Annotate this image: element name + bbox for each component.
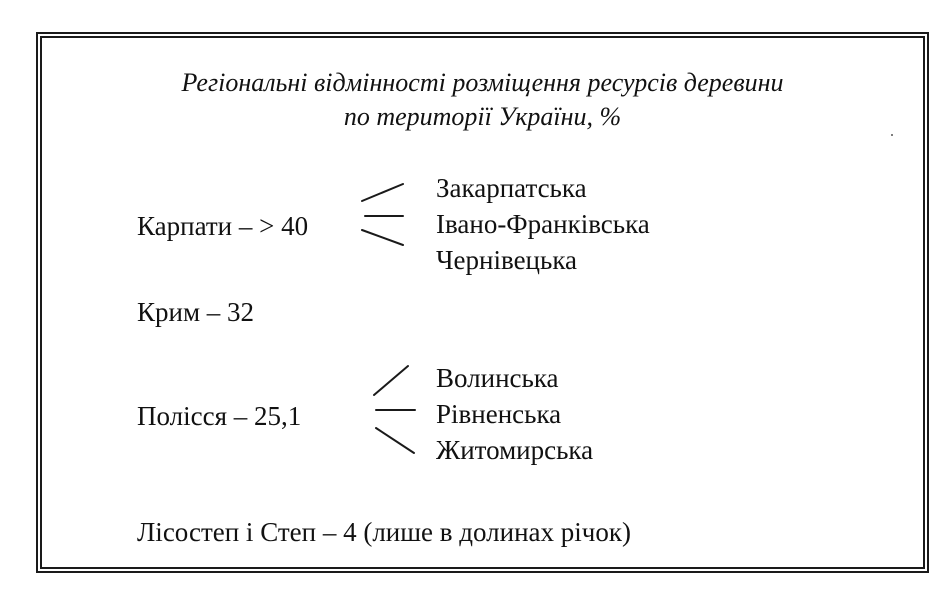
scan-speck xyxy=(891,134,893,136)
crimea-label: Крим – 32 xyxy=(137,297,255,327)
region-rivnenska: Рівненська xyxy=(436,399,562,429)
connector-carpathians-zakarpatska xyxy=(362,184,403,201)
carpathians-label: Карпати – > 40 xyxy=(137,211,309,241)
title-line-2: по території України, % xyxy=(343,102,622,131)
title-line-1: Регіональні відмінності розміщення ресурсів деревини xyxy=(181,68,784,97)
polissia-label: Полісся – 25,1 xyxy=(137,401,302,431)
region-ivano-frankivska: Івано-Франківська xyxy=(436,209,650,239)
region-zhytomyrska: Житомирська xyxy=(436,435,594,465)
connector-polissia-volynska xyxy=(374,366,408,395)
region-volynska: Волинська xyxy=(436,363,559,393)
diagram-frame xyxy=(36,32,929,573)
connector-carpathians-chernivetska xyxy=(362,230,403,245)
region-zakarpatska: Закарпатська xyxy=(436,173,587,203)
connector-polissia-zhytomyrska xyxy=(376,428,414,453)
steppe-label: Лісостеп і Степ – 4 (лише в долинах річок) xyxy=(137,517,631,547)
connector-lines xyxy=(42,38,923,567)
region-chernivetska: Чернівецька xyxy=(436,245,578,275)
